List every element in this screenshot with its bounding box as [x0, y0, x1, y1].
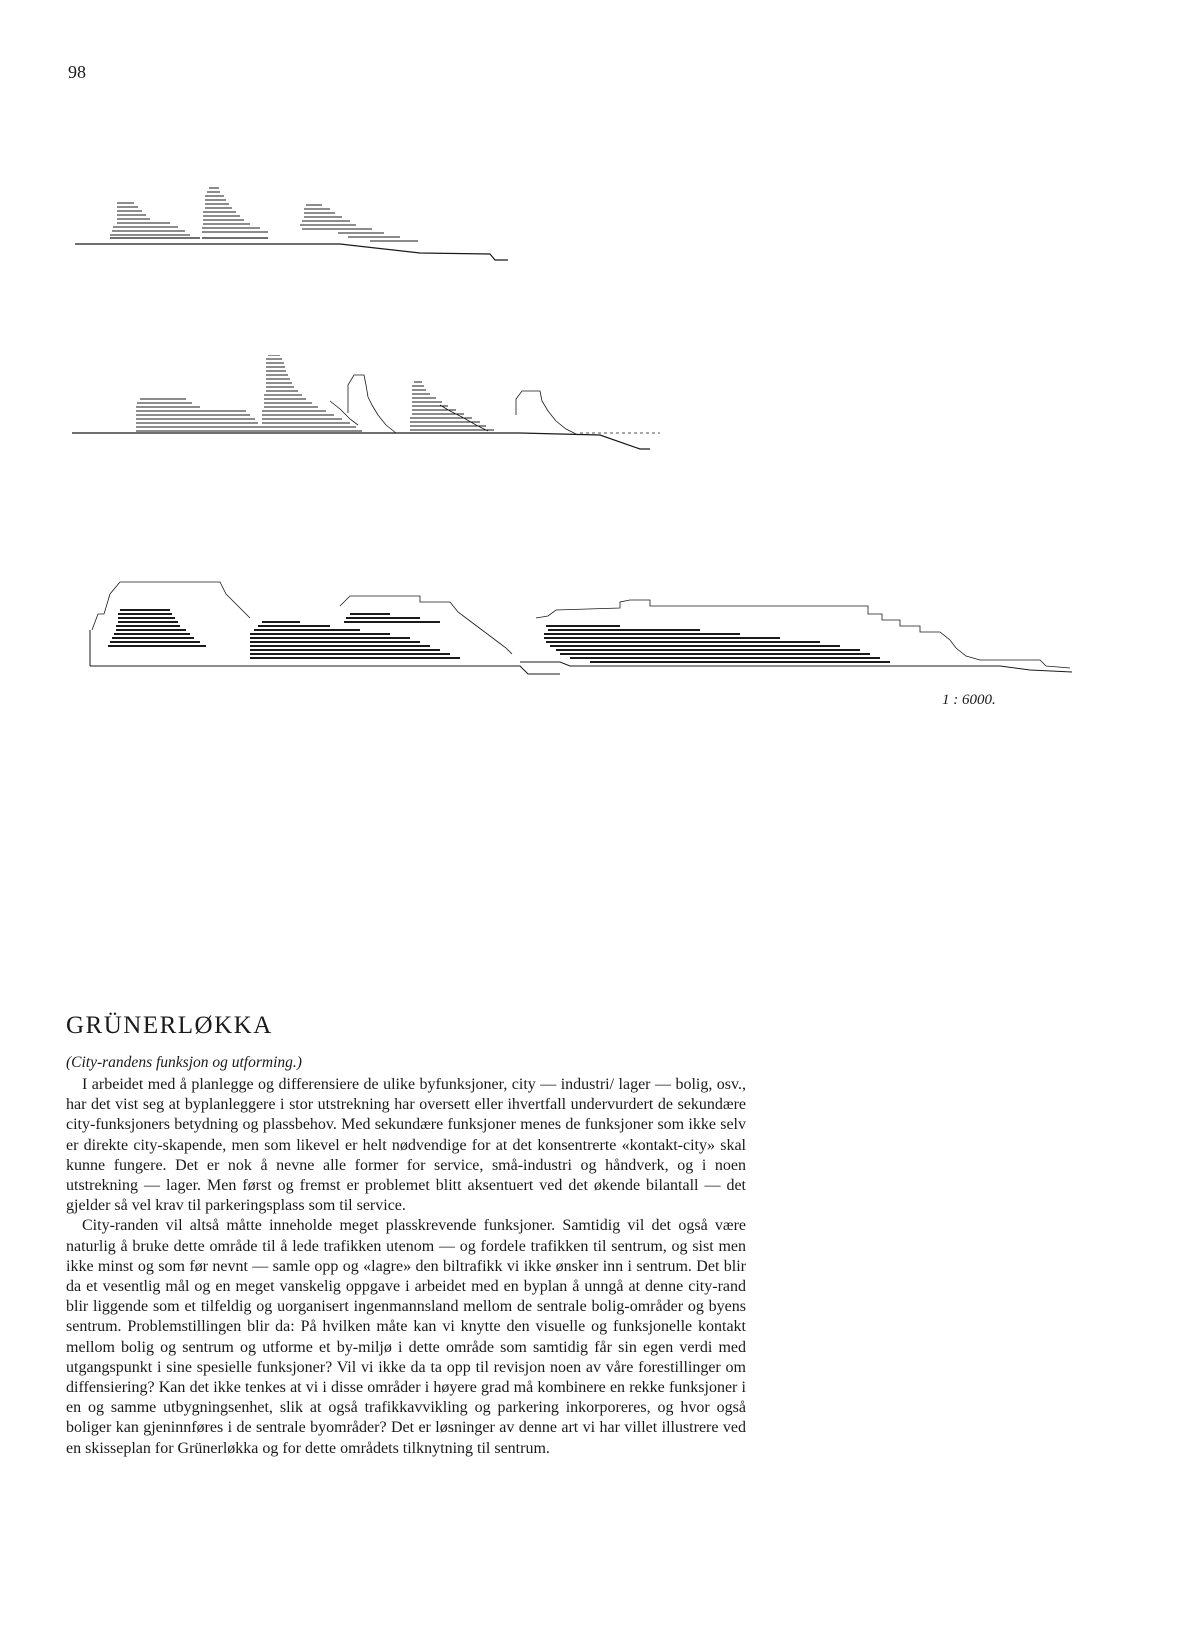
section-3-hatching: [108, 610, 890, 662]
section-1-hatching: [110, 188, 418, 241]
article-body: [66, 1075, 746, 1459]
article-subtitle: (City-randens funksjon og utforming.): [66, 1054, 302, 1071]
page-number: 98: [68, 62, 86, 82]
section-2-ground: [72, 433, 660, 449]
paragraph-2: City-randen vil altså måtte inneholde meget plasskrevende funksjoner. Samtidig vil det også være naturlig å bruke dette område til å lede trafikken utenom — og fordele trafikken til sentrum, og sist men ikke minst og som før nevnt — samle opp og «lagre» den biltrafikk vi ikke ønsker inn i sentrum. Det blir da et vesentlig mål og en meget vanskelig oppgave i arbeidet med en byplan å unngå at denne city-rand blir liggende som et tilfeldig og uorganisert ingenmannsland mellom de sentrale bolig-områder og byens sentrum. Problemstillingen blir da: På hvilken måte kan vi knytte den visuelle og funksjonelle kontakt mellom bolig og sentrum og utforme et by-miljø i dette område som samtidig får sin egen verdi med utgangspunkt i sine spesielle funksjoner? Vil vi ikke da ta opp til revisjon noen av våre forestillinger om diffensiering? Kan det ikke tenkes at vi i disse områder i høyere grad må kombinere en rekke funksjoner i en og samme utbygningsenhet, slik at også trafikkavvikling og parkering inkorporeres, og hvor også boliger kan gjeninnføres i de sentrale byområder? Det er løsninger av denne art vi har villet illustrere ved en skisseplan for Grünerløkka og for dette områdets tilknytning til sentrum.: [66, 1217, 746, 1457]
section-1-ground: [75, 238, 508, 260]
section-drawing-3: [0, 570, 1200, 685]
section-3-ground: [90, 630, 1072, 674]
section-2-hatching: [136, 355, 494, 431]
section-drawing-2: [0, 355, 1200, 475]
scale-label: 1 : 6000.: [942, 692, 996, 708]
section-drawing-1: [0, 180, 1200, 280]
article-heading: GRÜNERLØKKA: [66, 1012, 273, 1039]
paragraph-1: I arbeidet med å planlegge og differensiere de ulike byfunksjoner, city — industri/ lager — bolig, osv., har det vist seg at byplanleggere i stor utstrekning har oversett eller ihvertfall undervurdert de sekundære city-funksjoners betydning og plassbehov. Med sekundære funksjoner menes de funksjoner som ikke selv er direkte city-skapende, men som likevel er helt nødvendige for at det konsentrerte «kontakt-city» skal kunne fungere. Det er nok å nevne alle former for service, små-industri og håndverk, og i noen utstrekning — lager. Men først og fremst er problemet blitt aksentuert ved det økende bilantall — det gjelder så vel krav til parkeringsplass som til service.: [66, 1076, 746, 1215]
